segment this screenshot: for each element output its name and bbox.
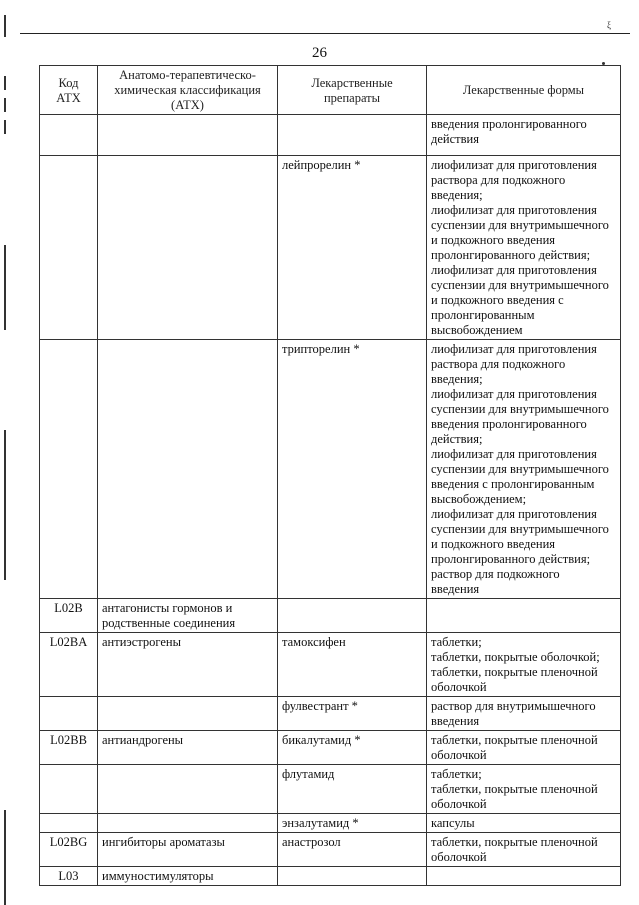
cell-forms: введения пролонгированного действия — [427, 115, 621, 156]
margin-mark — [4, 120, 6, 134]
cell-forms: раствор для внутримышечного введения — [427, 697, 621, 731]
cell-code: L02BG — [40, 833, 98, 867]
cell-classification — [98, 115, 278, 156]
cell-code: L02BB — [40, 731, 98, 765]
cell-drug: лейпрорелин * — [278, 156, 427, 340]
table-row — [40, 156, 621, 340]
cell-classification — [98, 697, 278, 731]
table-row — [40, 340, 621, 599]
cell-classification — [98, 765, 278, 814]
cell-drug: анастрозол — [278, 833, 427, 867]
cell-code — [40, 115, 98, 156]
cell-code — [40, 814, 98, 833]
corner-mark: ξ — [606, 20, 611, 30]
cell-forms: таблетки, покрытые пленочной оболочкой — [427, 833, 621, 867]
header-code: Код АТХ — [40, 66, 98, 115]
margin-mark — [4, 430, 6, 580]
cell-classification: иммуностимуляторы — [98, 867, 278, 886]
cell-code — [40, 340, 98, 599]
table-header-row — [40, 66, 621, 115]
cell-drug — [278, 115, 427, 156]
cell-drug: энзалутамид * — [278, 814, 427, 833]
cell-forms: таблетки, покрытые пленочной оболочкой — [427, 731, 621, 765]
cell-code — [40, 765, 98, 814]
cell-forms — [427, 867, 621, 886]
page-number: 26 — [312, 45, 327, 61]
cell-code — [40, 156, 98, 340]
cell-forms: капсулы — [427, 814, 621, 833]
cell-drug: флутамид — [278, 765, 427, 814]
cell-classification: антагонисты гормонов и родственные соединения — [98, 599, 278, 633]
margin-mark — [4, 76, 6, 90]
table-row — [40, 814, 621, 833]
header-rule — [20, 33, 630, 34]
margin-mark — [4, 15, 6, 37]
cell-drug: трипторелин * — [278, 340, 427, 599]
table-row — [40, 599, 621, 633]
cell-forms: лиофилизат для приготовления раствора для подкожного введения; лиофилизат для приготовления суспензии для внутримышечного и подкожного введения пролонгированного действия; лиофилизат для приготовления суспензии для внутримышечного и подкожного введения с пролонгированным высвобождением — [427, 156, 621, 340]
cell-forms: таблетки; таблетки, покрытые оболочкой; таблетки, покрытые пленочной оболочкой — [427, 633, 621, 697]
header-forms: Лекарственные формы — [427, 66, 621, 115]
cell-classification: антиэстрогены — [98, 633, 278, 697]
cell-classification — [98, 156, 278, 340]
cell-forms: таблетки; таблетки, покрытые пленочной оболочкой — [427, 765, 621, 814]
cell-classification: антиандрогены — [98, 731, 278, 765]
cell-forms: лиофилизат для приготовления раствора для подкожного введения; лиофилизат для приготовления суспензии для внутримышечного введения пролонгированного действия; лиофилизат для приготовления суспензии для внутримышечного введения с пролонгированным высвобождением; лиофилизат для приготовления суспензии для внутримышечного и подкожного введения пролонгированного действия; раствор для подкожного введения — [427, 340, 621, 599]
header-drugs: Лекарственные препараты — [278, 66, 427, 115]
margin-mark — [4, 245, 6, 330]
margin-mark — [4, 810, 6, 905]
cell-classification — [98, 814, 278, 833]
cell-drug — [278, 599, 427, 633]
table-row — [40, 731, 621, 765]
cell-code: L02B — [40, 599, 98, 633]
cell-drug: фулвестрант * — [278, 697, 427, 731]
atx-table — [39, 65, 621, 886]
cell-drug — [278, 867, 427, 886]
cell-classification — [98, 340, 278, 599]
table-row — [40, 833, 621, 867]
cell-code: L03 — [40, 867, 98, 886]
table-row — [40, 697, 621, 731]
table-row — [40, 867, 621, 886]
cell-code — [40, 697, 98, 731]
table-row — [40, 765, 621, 814]
header-classification: Анатомо-терапевтическо- химическая классификация (АТХ) — [98, 66, 278, 115]
cell-drug: бикалутамид * — [278, 731, 427, 765]
cell-code: L02BA — [40, 633, 98, 697]
cell-forms — [427, 599, 621, 633]
cell-drug: тамоксифен — [278, 633, 427, 697]
table-row — [40, 115, 621, 156]
margin-mark — [4, 98, 6, 112]
table-row — [40, 633, 621, 697]
cell-classification: ингибиторы ароматазы — [98, 833, 278, 867]
